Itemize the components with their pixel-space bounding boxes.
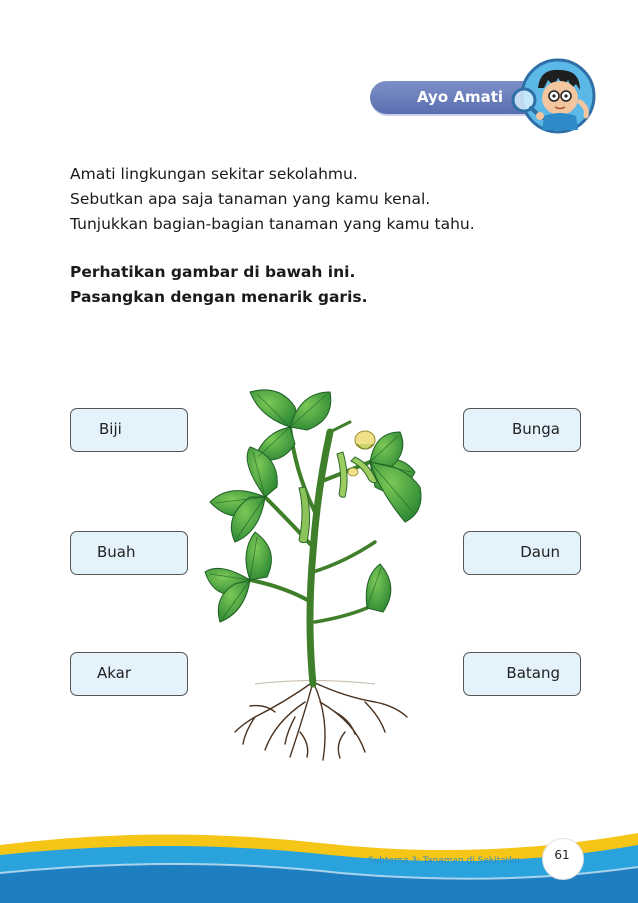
bean-pods <box>299 452 377 543</box>
label-text: Akar <box>97 664 132 682</box>
subtheme-label: Subtema 3: Tanaman di Sekitarku <box>368 856 520 866</box>
task-line: Pasangkan dengan menarik garis. <box>70 288 368 306</box>
label-text: Bunga <box>511 420 560 438</box>
label-box-biji[interactable] <box>70 408 188 452</box>
label-box-akar[interactable] <box>70 652 188 696</box>
mascot-observer-icon <box>510 58 598 136</box>
instruction-paragraph <box>70 162 475 237</box>
bean-plant-illustration <box>195 372 450 762</box>
label-box-daun[interactable] <box>463 531 581 575</box>
task-paragraph <box>70 260 368 310</box>
label-text: Biji <box>99 420 122 438</box>
label-box-buah[interactable] <box>70 531 188 575</box>
ayo-amati-title: Ayo Amati <box>416 88 504 106</box>
label-text: Daun <box>520 543 560 561</box>
task-line: Perhatikan gambar di bawah ini. <box>70 263 356 281</box>
page-number: 61 <box>554 848 570 862</box>
label-box-batang[interactable] <box>463 652 581 696</box>
label-text: Batang <box>506 664 560 682</box>
instruction-line: Sebutkan apa saja tanaman yang kamu kenal. <box>70 190 431 208</box>
label-box-bunga[interactable] <box>463 408 581 452</box>
instruction-line: Tunjukkan bagian-bagian tanaman yang kamu tahu. <box>70 215 475 233</box>
label-text: Buah <box>97 543 136 561</box>
roots <box>235 682 407 760</box>
instruction-line: Amati lingkungan sekitar sekolahmu. <box>70 165 358 183</box>
